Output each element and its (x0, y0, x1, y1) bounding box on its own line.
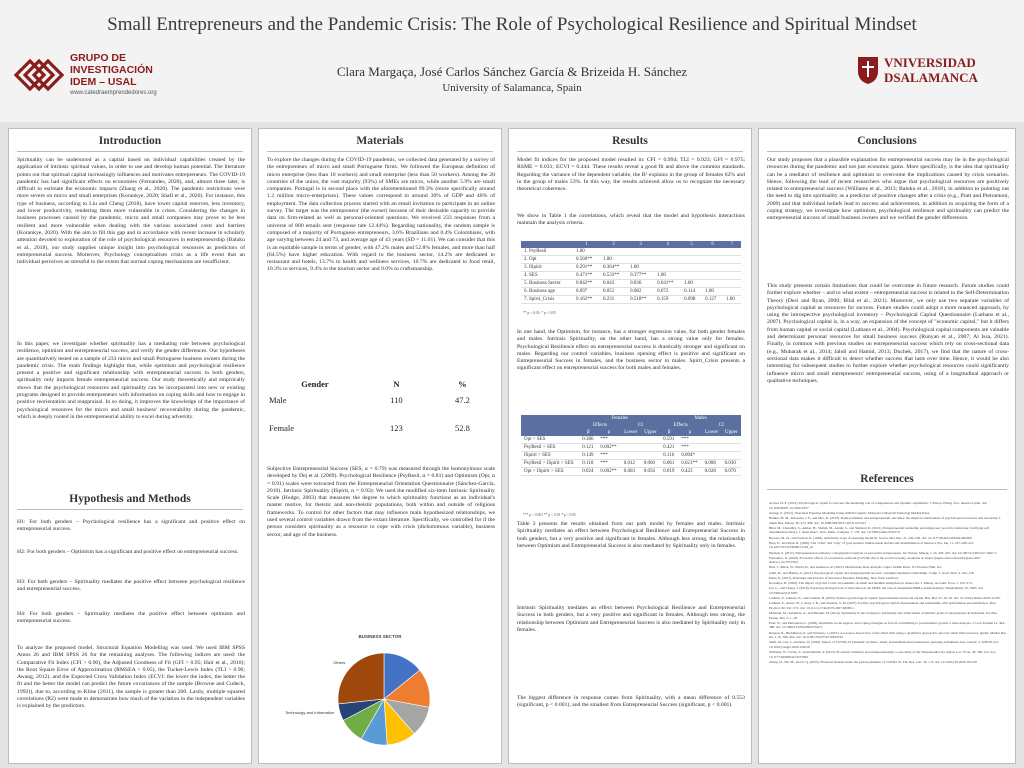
reference-item: Fernandes, N. (2020). Economic effects of coronavirus outbreak (COVID-19) on the world economy. Available at: https://papers.ssrn.com/sol3/papers.cfm?abstract_id=3557504 (769, 555, 981, 565)
table1-cell (600, 248, 627, 256)
table1-header: 6 (702, 241, 723, 248)
table-row (521, 256, 741, 264)
table2-cell (722, 436, 741, 444)
table2-header: Effects (579, 422, 620, 429)
table2-cell: 0.006 (702, 460, 722, 468)
materials-heading: Materials (356, 135, 404, 147)
table2-header: β (579, 429, 597, 436)
references-list (769, 501, 1007, 665)
table1-note: ** p < 0.01; * p < 0.05 (523, 311, 556, 315)
introduction-paragraph-1: Spirituality can be understood as a capital based on individual capabilities created by the application of intrinsic spiritual values, in order to use and develop human potential. The literature points out that spiritual capital increasingly influences and motivates entrepreneurs. The COVID-19 pandemic has had significant effects on economies (Fernandes, 2020), and, almost three later, is difficult to estimate the economic impacts (Zhang et al., 2020). The pandemic restrictions were more severe on micro and small enterprises (Korankye, 2020; Shafi et al., 2020). For instance, this type of business, according to Liu and Cheng (2018), have lower capital reserves, less inventory, and lower productivity, rendering them more vulnerable in crises. Considering the changes in business processes caused by the pandemic, micro and small companies may prove to be less resilient and more vulnerable when dealing with the various associated costs and barriers (Korankye, 2020). With the aim to fill this gap and in accordance with recent increase in scholarly attention devoted to exploration of the role of psychological resources in entrepreneurship (Baluku et al., 2018), our study supplies unique insight into psychological resources as predictors of entrepreneurial success. Moreover, Psychology conceptualises crisis as a life event that an individual perceives as stressful to the extent that normal coping mechanisms are insufficient. (17, 157, 245, 266)
conclusions-paragraph-2: This study presents certain limitations that could be overcome in future research. Future studies could further explore whether – and to what extent – entrepreneurial success is related to the Self-Determination Theory (Deci and Ryan, 2000; Bilal et al., 2021). Moreover, we only use two separate variables of psychological capital as resources for success. Future studies could adopt a more nuanced approach, by using the introspective psychological inventory – Psychological Capital Questionnaire (Luthans et al., 2007). Psychological capital is, in a way, an expansion of the concept of "economic capital," but it differs from human capital or social capital (Luthans et al., 2004). Psychological capital components are valuable and determinant personal resources for small business success (Runyan et al., 2007; Al Issa, 2021). Finally, in common with previous studies on entrepreneurial success which rely on cross-sectional data (e.g., Mubarak et al., 2014; Jahdi and Hamid, 2013; Duchek, 2017), we find that the nature of cross-sectional data makes it difficult to detect whether success that lasts over time. Hence, it would be also interesting for subsequent studies to further explore whether psychological resources could significantly influence micro and small entrepreneurs' entrepreneurial success, using of a longitudinal approach or qualitative techniques. (767, 283, 1009, 384)
gender-pct: 47.2 (454, 395, 470, 405)
table2-cell (641, 444, 660, 452)
hypotheses-heading: Hypothesis and Methods (69, 493, 191, 505)
table-row (521, 452, 741, 460)
hypothesis-1: H1: For both genders – Psychological resilience has a significant and positive effect on entrepreneurial success. (17, 519, 245, 533)
logo-left-url: www.catedraemprendedores.org (70, 90, 157, 96)
table2-cell: 0.028 (702, 468, 722, 476)
table1-cell: 0.127 (702, 296, 723, 304)
divider (767, 489, 1007, 490)
table1-cell: 6. Business age (521, 288, 573, 296)
table1-cell (681, 256, 702, 264)
table2-cell: 0.002** (597, 468, 620, 476)
table1-cell (654, 256, 681, 264)
poster-header (0, 0, 1024, 122)
results-paragraph-3: In one hand, the Optimism, for instance, has a stronger regression value, for both gender females and males. Intrinsic Spirituality, on the other hand, has a strong value only for females. Psychological Resilience effect on entrepreneurial success is drastically stronger and significant on males. Regarding our control variables, business opening effect is positive and significant on Entrepreneurial Success in females, and the business sector in males. Spirit_Crisis presents a significant effect on entrepreneurial success for both males and females. (517, 329, 745, 372)
path-model-table (521, 415, 741, 476)
table1-cell (723, 248, 741, 256)
table1-cell: 0.471** (573, 272, 600, 280)
table2-header (521, 429, 579, 436)
table1-cell (702, 248, 723, 256)
table1-cell: 0.159 (654, 296, 681, 304)
results-paragraph-1: Model fit indices for the proposed model resulted in: CFI = 0.994; TLI = 0.923; GFI = 0.975; RSME = 0.031; ECVI = 0.444. These results reveal a good fit and above the common standards. Regarding the variance of the dependent variable, the R² explains in the group of females 62% and in the group of males 53%. In this way, the results achieved allow us to recognize the necessary theoretical coherence. (517, 157, 745, 193)
reference-item: Duchek, S. (2017). Entrepreneurial resilience: a biographical analysis of successful entrepreneurs. Int. Entrep. Manag. J. 14, 429–455. doi: 10.1007/s11365-017-0467-2 (769, 550, 997, 555)
table2-cell: 0.002** (597, 444, 620, 452)
table1-cell: 7. Spirit_Crisis (521, 296, 573, 304)
table2-cell: PsyResil > ISpirit > SES (521, 460, 579, 468)
table2-header: CI (702, 422, 741, 429)
reference-item: Luthans, F., Luthans, K., and Luthans, B. (2004). Positive psychological capital: beyond human and social capital. Bus. Hor. 47, 45–50. doi: 10.1016/j.bushor.2003.11.007 (769, 596, 1001, 600)
introduction-column (8, 128, 252, 764)
reference-item: Williams, N., Vorley, T., and Ketikidis, P. (2013). Economic resilience and entrepreneurship: a case study of the Thessaloniki City region. Loc. Econ. 28, 399–415. doi: 10.1177/0269094213475993 (769, 650, 996, 659)
gender-table (265, 377, 497, 437)
table2-header: β (660, 429, 678, 436)
university-logo (856, 55, 1016, 87)
table-row (521, 248, 741, 256)
table1-cell (723, 256, 741, 264)
results-column (508, 128, 752, 764)
results-heading: Results (612, 135, 648, 147)
table1-cell: 0.072 (654, 288, 681, 296)
table2-cell: 0.060 (641, 460, 660, 468)
table1-cell (723, 264, 741, 272)
logo-right-line2: DSALAMANCA (884, 70, 978, 85)
table1-cell: 0.291** (573, 264, 600, 272)
table2-cell: 0.121 (579, 444, 597, 452)
table1-cell (681, 264, 702, 272)
pie-chart-title: BUSINESS SECTOR (358, 634, 402, 639)
table1-cell: 0.518** (627, 296, 654, 304)
table2-cell: *** (678, 436, 701, 444)
affiliation: University of Salamanca, Spain (442, 82, 582, 94)
table2-cell: 0.423 (678, 468, 701, 476)
reference-item: Liu, C., and Cheng, J. (2018). Exploring driving forces of innovation in the MSEs: the case of sustainable B&B tourism industry. Sustainability 10, 3983. doi: 10.3390/su10113983 (769, 586, 984, 595)
table2-cell: 0.591 (660, 436, 678, 444)
table2-header: Lower (702, 429, 722, 436)
reference-item: Shafi, M., Liu, J., and Ren, W. (2020). Impact of COVID-19 pandemic on micro, small, and medium-sized enterprises operating in Pakistan. Res. Global. 2, 100018. doi: 10.1016/j.resglo.2020.100018 (769, 640, 999, 649)
table1-cell: 5. Business Sector (521, 280, 573, 288)
table1-header: 2 (600, 241, 627, 248)
table2-header: Upper (722, 429, 741, 436)
table-row (521, 444, 741, 452)
table1-cell: 1.00 (573, 248, 600, 256)
table-row (521, 280, 741, 288)
hypothesis-3: H3: For both genders – Spirituality mediates the positive effect between psychological resilience and entrepreneurial success. (17, 579, 245, 593)
logo-right-line1: VNIVERSIDAD (884, 55, 976, 70)
poster-title: Small Entrepreneurs and the Pandemic Crisis: The Role of Psychological Resilience and Spiritual Mindset (107, 14, 917, 35)
reference-item: Browne, M. W., and Cudeck, R. (1992). Alternative ways of assessing model fit. Sociol. Met. Res. 21, 230–258. doi: 10.1177/0049124192021002005 (769, 535, 973, 540)
table1-header: 3 (627, 241, 654, 248)
table2-header: p (597, 429, 620, 436)
logo-left-line3: IDEM – USAL (70, 76, 137, 88)
table1-cell (723, 280, 741, 288)
table-row (265, 391, 497, 409)
reference-item: Al Issa, H.-E. (2021). Psychological capital for success: the mediating role of competencies and dynamic capabilities. J. Entrep. Emerg. Eco. ahead-of-print. doi: 10.1108/JEEE-10-2020-0357 (769, 501, 988, 510)
table1-cell: 0.098 (681, 296, 702, 304)
table2-cell (641, 436, 660, 444)
table2-cell: 0.386 (579, 436, 597, 444)
conclusions-paragraph-1: Our study proposes that a plausible explanation for entrepreneurial success may lie in the psychological resources during the pandemic and not just economic gains. More specifically, is the idea that spirituality can be a mediator of resilience and optimism to overcome the implications caused by crisis scenarios. Hence, following the lead of recent researchers who argue that psychological resources are positively related to entrepreneurial success (Williams et al., 2013; Baluku et al., 2018), in addition to pointing out the need to dig into spirituality as a predictor of positive changes after a crisis (e.g., Pratt and Pietrantoni, 2009) and that individual beliefs lead to success and achievement, in addition to acquiring the form of a coping strategy, we investigate how optimism, psychological resilience and spirituality can predict the entrepreneurial success of small business owners and we verified the gender differences. (767, 157, 1009, 222)
table2-cell: PsyResil > SES (521, 444, 579, 452)
table1-cell: 1.00 (654, 272, 681, 280)
results-paragraph-4: Table 2 presents the results obtained from our path model by females and males. Intrinsic Spirituality mediates an effect between Psychological Resilience and Entrepreneurial Success in both genders, but a very positive and significant in females. Although less strong, the relationship between Optimism and Entrepreneurial Success is also mediated by Spirituality only in females. (517, 521, 745, 549)
table2-cell: ISpirit > SES (521, 452, 579, 460)
table2-header (521, 422, 579, 429)
table2-cell (702, 436, 722, 444)
table1-header: 5 (681, 241, 702, 248)
table2-cell: 0.149 (579, 452, 597, 460)
table-row (521, 460, 741, 468)
methods-paragraph: To analyze the proposed model, Structural Equation Modelling was used. We used IBM SPSS Amos 26 and IBM SPSS 26 for the remaining analyses. The following indices are used: the Comparative Fit Index (CFI > 0.90), the Adjusted Goodness of Fit (GFI > 0.95; Hair et al., 2010); the Root Square Error of Approximation (RMSEA < 0.05), the Tucker-Lewis Index (TLI > 0.90; Awang, 2012), and the Expected Cross Validation Index (ECVI: the lower the index, the better the fit and the better the model can predict the future covariances of the sample (Browne and Cudeck, 1992)), due to, according to Kline (2011), the sample is greater than 200. Lastly, multiple squared correlations (R2) were made to demonstrate how much of the variation in the independent variables is explained by the predictors. (17, 645, 245, 710)
table1-cell: 0.533** (600, 272, 627, 280)
results-paragraph-2: We show in Table 1 the correlations, which reveal that the model and hypothesis interactions maintain the analysis criteria. (517, 213, 745, 227)
gender-table-header: % (458, 379, 467, 389)
table2-header: p (678, 429, 701, 436)
table-row (521, 296, 741, 304)
table1-cell: 3. ISpirit (521, 264, 573, 272)
table1-cell: 0.051 (600, 288, 627, 296)
table1-cell: 0.231 (600, 296, 627, 304)
table2-header: Lower (621, 429, 641, 436)
table1-header: 1 (573, 241, 600, 248)
table2-header: Females (579, 415, 660, 422)
table1-cell: 0.036 (627, 280, 654, 288)
table2-header: Effects (660, 422, 701, 429)
table2-cell: *** (597, 436, 620, 444)
gender-n: 110 (390, 395, 403, 405)
table2-cell: 0.003 (621, 468, 641, 476)
gender-n: 123 (390, 423, 403, 433)
conclusions-heading: Conclusions (857, 135, 917, 147)
table2-cell (722, 444, 741, 452)
table1-cell: 1.00 (600, 256, 627, 264)
divider (767, 151, 1007, 152)
correlation-table (521, 241, 741, 304)
table2-cell (722, 452, 741, 460)
divider (17, 151, 243, 152)
table1-cell: 0.560** (573, 256, 600, 264)
table1-cell: 0.082 (627, 288, 654, 296)
table1-cell (654, 264, 681, 272)
table-row (521, 468, 741, 476)
table-row (521, 288, 741, 296)
table1-cell (654, 248, 681, 256)
table2-cell: 0.061 (660, 460, 678, 468)
table2-cell: 0.421 (660, 444, 678, 452)
results-paragraph-6: The biggest difference in response comes from Spirituality, with a mean difference of 0.553 (significant, p < 0.001), and the smallest from Entrepreneurial Success (significant, p < 0.001). (517, 695, 745, 709)
table1-cell: 1.00 (681, 280, 702, 288)
table1-cell: 2. Opt (521, 256, 573, 264)
gender-label: Male (269, 395, 287, 405)
materials-column (258, 128, 502, 764)
reference-item: Jahdi, H., and Hamid, A. (2013). Psychological capital and entrepreneurial success: a multiple-mediated relationship. Comp. J. Acad. Stud. 4, 100–118. (769, 570, 975, 575)
reference-item: Deci, E., and Ryan, R. (2000). The "what" and "why" of goal pursuits: human needs and the self-determination of behavior. Psy. Inq. 11, 227–268. doi: 10.1207/S15327965PLI1104_01 (769, 540, 974, 550)
gender-table-header: N (393, 379, 400, 389)
divider (517, 151, 743, 152)
gender-table-header: Gender (301, 379, 329, 389)
table2-cell (621, 444, 641, 452)
reference-item: Hair, J., Black, W., Babin, B., and Anderson, R. (2010). Multivariate Data Analysis. Upper Saddle River, NJ: Prentice Hall, Inc. (769, 565, 943, 570)
table2-header (521, 415, 579, 422)
table2-cell: Opt > ISpirit > SES (521, 468, 579, 476)
table2-cell: Opt > SES (521, 436, 579, 444)
reference-item: Runyan, R., Huddleston, P., and Swinney, J. (2007). A resource-based view of the small firm: using a qualitative approach to uncover small firm resources. Qualit. Market Res. Int. J. 10, 390–402. doi: 10.1108/13522750710819720 (769, 630, 1007, 640)
table1-cell: 0.377** (627, 272, 654, 280)
table2-cell: 0.070 (722, 468, 741, 476)
divider (267, 151, 493, 152)
table1-header: 4 (654, 241, 681, 248)
table2-note: *** p < 0.001 ** p < 0.01 * p < 0.05 (523, 513, 576, 517)
table1-header (521, 241, 573, 248)
reference-item: Zhang, D., Hu, M., and Ji, Q. (2020). Financial markets under the global pandemic of COVID-19. Fin. Res. Lett. 36, 1–6. doi: 10.1016/j.frl.2020.101528 (769, 659, 977, 664)
table1-cell (702, 280, 723, 288)
table2-header: CI (621, 422, 660, 429)
table1-cell (627, 248, 654, 256)
table2-cell: 0.004* (678, 452, 701, 460)
table1-cell: 0.097 (573, 288, 600, 296)
table2-cell (702, 444, 722, 452)
table1-cell: 1.00 (723, 296, 741, 304)
hypothesis-4: H4: For both genders – Spirituality mediates the positive effect between optimism and entrepreneurial success. (17, 611, 245, 625)
table2-cell: 0.030 (722, 460, 741, 468)
table1-cell (702, 256, 723, 264)
university-crest-icon (856, 55, 880, 85)
table2-cell: *** (597, 460, 620, 468)
materials-paragraph-1: To explore the changes during the COVID-19 pandemic, we collected data generated by a survey of the entrepreneurs of micro and small Portuguese firms. We followed the European definition of micro enterprise (less than 10 workers) and small enterprise (less than 50 workers). Among the 28 countries of the union, the vast majority (93%) of SMEs are micro, while another 5.9% are small companies. Portugal is in second place with the aforementioned 99.3% (more specifically around 1.2 million micro-enterprises). These values correspond to around 30% of GDP and 40% of employment. The data collection process started with an email invitation to participate in an online survey. The target was the entrepreneur (the owner) because of their desirable capacity to provide data on firm-related as well as personal-oriented questions. We received 233 responses from a universe of 800 emails sent (response rate 12.44%). Regarding nationality, the random sample is composed of a majority of Portuguese entrepreneurs, 3.6% Brazilians and 0.4% Colombians, with age varying between 24 and 73, and average age of 43 years (SD = 11.01). We can consider that this is an equitable sample in terms of gender, with 47.2% males and 52.8% females, and more than half (64.5%) have higher education. With regard to the business sector, 14.2% are dedicated to restaurant and hotels, 13.7% to health and wellness services, 10.7% are dedicated to food retail, 10.3% to services, 9.4% to the tourism sector and 9.0% to craftsmanship. (267, 157, 495, 273)
table2-cell (702, 452, 722, 460)
table1-cell (627, 256, 654, 264)
table2-cell: 0.019 (660, 468, 678, 476)
reference-item: Awang, Z. (2012). Structural Equation Modeling Using AMOS Graphic. Malaysia: Universiti Teknologi MARA Press. (769, 510, 930, 515)
references-heading: References (860, 473, 914, 485)
table-row (521, 436, 741, 444)
logo-left-line2: INVESTIGACIÓN (70, 64, 153, 76)
table1-cell: 0.114 (681, 288, 702, 296)
table1-cell: 0.043 (600, 280, 627, 288)
table1-cell: 1. PsyResil (521, 248, 573, 256)
reference-item: Bilal, M., Chaudhry, S., Amber, H., Shahid, M., Aslam, S., and Shahzad, K. (2021). Entrepreneurial leadership and employees' proactive behaviour: fortifying self determination theory. J. Open Innov. Tech. Mark. Complex. 7, 176. doi: 10.3390/joitmc7030176 (769, 525, 990, 535)
table2-cell: 0.056 (641, 468, 660, 476)
table2-cell: *** (678, 444, 701, 452)
conclusions-column (758, 128, 1016, 764)
reference-item: Pratt, N., and Pietrantoni, L. (2009). Optimism, social support, and coping strategies as factors contributing to posttraumatic growth: a meta-analysis. J. Loss Trauma 14, 364–388. doi: 10.1080/15325020902724271 (769, 620, 1006, 630)
introduction-heading: Introduction (98, 135, 162, 147)
table1-cell (723, 272, 741, 280)
table1-cell: 0.041** (654, 280, 681, 288)
results-paragraph-5: Intrinsic Spirituality mediates an effect between Psychological Resilience and Entrepreneurial Success in both genders, but a very positive and significant in females. Although less strong, the relationship between Optimism and Entrepreneurial Success is also mediated by Spirituality only in females. (517, 605, 745, 633)
table1-cell (723, 288, 741, 296)
table1-cell (681, 248, 702, 256)
table1-cell: 0.162** (573, 296, 600, 304)
pie-label: Others (333, 660, 346, 666)
reference-item: Luthans, F., Avolio, B. J., Avey, J. B., and Norman, S. M. (2007). Positive psychological capital: measurement and relationship with performance and satisfaction. Pers. Psychol. 60, 541–572. doi: 10.1111/j.1744-6570.2007.00083.x (769, 601, 997, 610)
table1-cell: 4. SES (521, 272, 573, 280)
table2-header: Males (660, 415, 741, 422)
logo-left-line1: GRUPO DE (70, 52, 127, 64)
reference-item: Mubarak, M., Sulaiman, A., and Bassaib, M. (2014). Spirituality in the workplace: spirituality and achievement of intrinsic goals of entrepreneurs in Indonesia. Int. Bus. Entrep. Res. 3, 1–18. (769, 610, 998, 620)
table-row (265, 409, 497, 437)
table2-cell: 0.118 (579, 460, 597, 468)
table-row (521, 264, 741, 272)
introduction-paragraph-2: In this paper, we investigate whether spirituality has a mediating role between psychological resilience, optimism and entrepreneurial success, and verify the gender differences. Our hypotheses are quantitatively tested on a sample of 233 micro and small Portuguese business owners during the pandemic crisis. The main findings highlight that, while optimism and psychological resilience present a positive and significant relationship with entrepreneurial success in both genders, spirituality only impacts female entrepreneurial success. Our study theoretically and empirically shows that the psychological resources and spirituality can be incorporated into new or existing programs designed to provide entrepreneurs with information on coping skills and how to engage in positive reorientation and reappraisal. In so doing, it improves the knowledge of the importance of psychological resources for the micro and small business' recoverability during the pandemic, which is deeply rooted in the entrepreneurial ability to excel during adversity. (17, 341, 245, 420)
reference-item: Korankye, B. (2020). The impact of global Covid-19 pandemic on small and medium enterprises in Ghana. Int. J. Manag. Account. Econ. 7, 255–274. (769, 581, 973, 586)
table1-cell (702, 264, 723, 272)
reference-item: Kline, R. (2011). Principles and Practice of Structural Equation Modeling. New York: Guilford. (769, 575, 899, 580)
gender-pct: 52.8 (454, 423, 470, 433)
table1-cell: 0.042** (573, 280, 600, 288)
table2-cell: 0.116 (660, 452, 678, 460)
divider (17, 509, 243, 510)
table1-cell (681, 272, 702, 280)
materials-paragraph-2: Subjective Entrepreneurial Success (SES, α = 0.79) was measured through the homonymous scale developed by Dej et al. (2009). Psychological Resilience (PsyResil, α = 0.81) and Optimism (Opt, α = 0.91) scales were extracted from the Entrepreneurial Orientation Questionnaire (Sánchez-García, 2010). Intrinsic Spirituality (ISpirit, α = 0.93): We used the modified six-item Intrinsic Spirituality Scale (Hodge, 2003) that measures the degree to which spirituality functions as an individual's master motive, for theistic and non-theistic populations, both within and outside of religious frameworks. To control for other factors that may influence main hypothesized relationships, we used several control variables drawn from the extant literature. Specifically, we controlled for if the person considers spirituality as a resource to cope with crisis (dichotomous variable), business sector, and age of the business. (267, 466, 495, 538)
table2-cell: 0.024 (579, 468, 597, 476)
table2-cell: *** (597, 452, 620, 460)
gender-label: Female (269, 423, 295, 433)
table2-cell (621, 452, 641, 460)
table2-cell: 0.012 (621, 460, 641, 468)
table2-cell: 0.021** (678, 460, 701, 468)
table1-cell: 0.364** (600, 264, 627, 272)
authors: Clara Margaça, José Carlos Sánchez García & Brizeida H. Sánchez (336, 64, 688, 79)
table-row (521, 272, 741, 280)
table1-cell: 1.00 (627, 264, 654, 272)
business-sector-pie-chart (285, 639, 469, 755)
table2-header: Upper (641, 429, 660, 436)
table1-header: 7 (723, 241, 741, 248)
table1-cell: 1.00 (702, 288, 723, 296)
pie-label: Technology and Information (285, 710, 335, 716)
hypothesis-2: H2: For both genders – Optimism has a significant and positive effect on entrepreneurial success. (17, 549, 239, 555)
reference-item: Baluku, M. M., Kikooma, J. F., and Otto, K. (2018). Positive mindset and entrepreneurial outcomes: the magical contributions of psychological resources and autonomy. J. Small Bus. Entrep. 30, 473–498. doi: 10.1080/08276331.2018.1475415 (769, 515, 1002, 525)
table2-cell (621, 436, 641, 444)
table2-cell (641, 452, 660, 460)
table1-cell (702, 272, 723, 280)
